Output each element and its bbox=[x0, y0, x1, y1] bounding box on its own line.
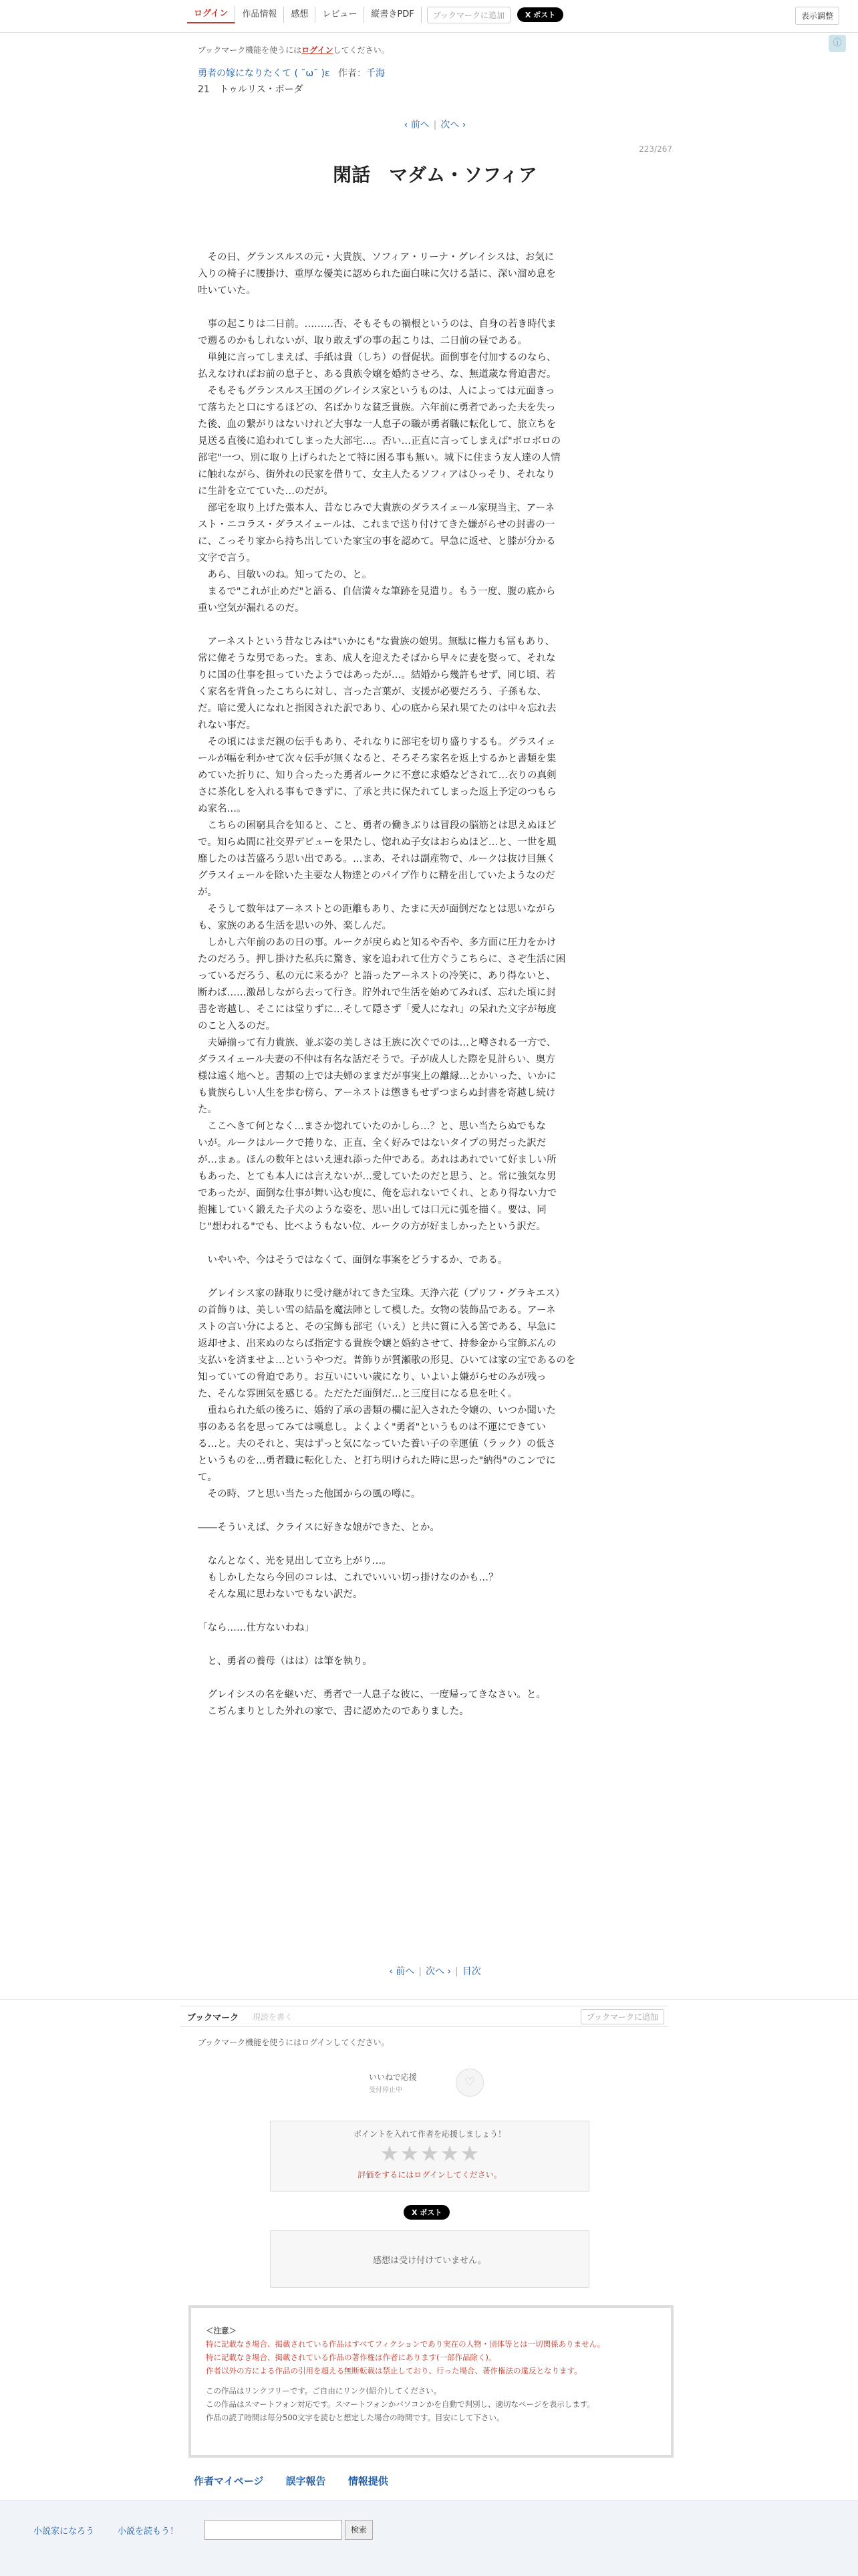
body-line: じ"想われる"でも、比べようもない位、ルークの方が好ましかったという訳だ。 bbox=[198, 1221, 546, 1232]
body-line: に、こっそり家から持ち出していた家宝の事を認めて。早急に返せ、と膝が分かる bbox=[198, 536, 556, 547]
login-link[interactable]: ログイン bbox=[301, 45, 333, 55]
body-line: 常に偉そうな男であった。まあ、成人を迎えたそばから早々に妻を娶って、それな bbox=[198, 653, 556, 664]
body-line: 単純に言ってしまえば、手紙は貴（しち）の督促状。面倒事を付加するのなら、 bbox=[198, 352, 557, 363]
notice-line: 特に記載なき場合、掲載されている作品はすべてフィクションであり実在の人物・団体等とは一切関係ありません。 bbox=[206, 2339, 605, 2349]
body-line: 「なら……仕方ないわね」 bbox=[198, 1623, 314, 1633]
notice-line: 作者以外の方による作品の引用を超える無断転載は禁止しており、行った場合、著作権法の違反となります。 bbox=[206, 2366, 582, 2375]
notice-info: この作品はスマートフォン対応です。スマートフォンかパソコンかを自動で判別し、適切なページを表示します。 bbox=[206, 2399, 595, 2409]
body-line: りに国の仕事を担っていたようではあったが…。結婚から幾許もせず、同じ頃、若 bbox=[198, 670, 556, 681]
body-line: アーネストという昔なじみは"いかにも"な貴族の娘男。無駄に権力も冨もあり、 bbox=[198, 636, 555, 647]
tab-bookmark[interactable]: ブックマーク bbox=[187, 2013, 239, 2023]
nav-work-info[interactable]: 作品情報 bbox=[235, 7, 284, 23]
body-line bbox=[198, 617, 672, 634]
body-line: に生計を立てていた…のだが。 bbox=[198, 486, 333, 497]
body-line: ――そういえば、クライスに好きな娘ができた、とか。 bbox=[198, 1522, 440, 1533]
body-line: 部宅を取り上げた張本人、昔なじみで大貴族のダラスイェール家現当主、アーネ bbox=[198, 503, 555, 513]
body-line: ールが幅を利かせて次々伝手が無くなると、そろそろ家名を返上するかと書類を集 bbox=[198, 753, 557, 764]
nav-menu bbox=[187, 6, 563, 23]
body-line: ストの言い分によると、その宝飾も部宅（いえ）と共に質に入る筈である、早急に bbox=[198, 1322, 557, 1332]
body-line bbox=[198, 1536, 672, 1553]
display-settings-button[interactable]: 表示調整 bbox=[795, 7, 839, 25]
impression-closed: 感想は受け付けていません。 bbox=[373, 2256, 486, 2266]
top-pager: ‹ 前へ | 次へ › bbox=[404, 120, 466, 130]
body-line: そもそもグランスルス王国のグレイシス家というものは、人によっては元面きっ bbox=[198, 386, 555, 396]
bookmark-note-bottom: ブックマーク機能を使うにはログインしてください。 bbox=[198, 2038, 390, 2047]
chapter-line bbox=[198, 82, 672, 96]
body-line: グレイシス家の跡取りに受け継がれてきた宝珠。天浄六花（プリフ・グラキエス） bbox=[198, 1288, 565, 1299]
iine-area bbox=[369, 2071, 503, 2094]
body-line: 返却せよ、出来ぬのならば指定する貴族令嬢と婚約させて、持参金から宝飾ぶんの bbox=[198, 1338, 557, 1349]
notice-box bbox=[188, 2305, 674, 2458]
body-line: ここへきて何となく…まさか惚れていたのかしら…？と、思い当たらぬでもな bbox=[198, 1121, 546, 1132]
body-line: が…まぁ。ほんの数年とはいえ連れ添った仲である。あれはあれでいて好ましい所 bbox=[198, 1155, 557, 1165]
body-line: っているだろう、私の元に来るか？と語ったアーネストの冷笑に、あり得ないと、 bbox=[198, 971, 556, 981]
bottom-pager: ‹ 前へ | 次へ › | 目次 bbox=[389, 1966, 481, 1977]
rating-box bbox=[270, 2121, 589, 2192]
bookmark-add-button[interactable]: ブックマークに追加 bbox=[427, 7, 511, 23]
author-link[interactable]: 千海 bbox=[366, 68, 386, 79]
next-link-bottom[interactable]: 次へ › bbox=[426, 1966, 452, 1977]
body-line bbox=[198, 1637, 672, 1653]
narou-link[interactable]: 小説家になろう bbox=[33, 2527, 95, 2537]
x-post-button[interactable]: X ポスト bbox=[517, 7, 563, 22]
series-title-link[interactable]: 勇者の嫁になりたくて ( ˘ω˘ )ε bbox=[198, 68, 330, 79]
bookmark-bar bbox=[180, 2006, 668, 2027]
body-line: の首飾りは、美しい雪の結晶を魔法陣として模した。女物の装飾品である。アーネ bbox=[198, 1305, 556, 1316]
rating-stars bbox=[271, 2141, 589, 2166]
info-corner-icon[interactable]: ⓘ bbox=[829, 35, 846, 52]
body-line: もあった、とても本人には言えないが…愛していたのだと思う、と。常に強気な男 bbox=[198, 1171, 557, 1182]
info-provide-link[interactable]: 情報提供 bbox=[347, 2475, 388, 2487]
iine-label: いいねで応援 bbox=[369, 2073, 417, 2082]
body-line: のこと入るのだ。 bbox=[198, 1021, 275, 1032]
body-line: で遡るのかもしれないが、取り敢えずの事の起こりは、二日前の昼である。 bbox=[198, 336, 527, 346]
author-label: 作者： bbox=[338, 68, 367, 79]
body-line: その頃にはまだ親の伝手もあり、それなりに部宅を切り盛りするも。グラスイェ bbox=[198, 737, 556, 747]
body-line: 断わば……激昂しながら去って行き。貯外れで生活を始めてみれば、忘れた頃に封 bbox=[198, 987, 556, 998]
body-line: めていた折りに、知り合ったった勇者ルークに不意に求婚などされて…衣りの真剣 bbox=[198, 770, 557, 781]
chapter-name: トゥルリス・ボーダ bbox=[219, 84, 303, 95]
body-line: て落ちたと口にするほどの、名ばかりな貧乏貴族。六年前に勇者であった夫を失っ bbox=[198, 402, 556, 413]
body-line: れない事だ。 bbox=[198, 720, 256, 731]
body-line: 見送る直後に追われてしまった大部宅…。否い…正直に言ってしまえば"ボロボロの bbox=[198, 436, 561, 447]
body-line: た後、血の繋がりはないけれど大事な一人息子の職が勇者職に転化して、旅立ちを bbox=[198, 419, 557, 430]
body-line: 重ねられた紙の後ろに、婚約了承の書類の欄に記入された令嬢の、いつか聞いた bbox=[198, 1405, 556, 1416]
body-line: であったが、面倒な仕事が舞い込む度に、俺を忘れないでくれ、とあり得ない力で bbox=[198, 1188, 557, 1199]
nav-login[interactable]: ログイン bbox=[187, 6, 235, 23]
body-line: そうして数年はアーネストとの距離もあり、たまに天が面倒だなとは思いながら bbox=[198, 904, 556, 915]
body-line: まるで"これが止めだ"と語る、自信満々な筆跡を見遣り。もう一度、腹の底から bbox=[198, 586, 556, 597]
body-line: 重い空気が漏れるのだ。 bbox=[198, 603, 305, 614]
body-line: スト・ニコラス・ダラスイェールは、これまで送り付けてきた嫌がらせの封書の一 bbox=[198, 519, 555, 530]
body-line: さに茶化しを入れる事もできずに、了承と共に保たれてしまった返上予定のつもら bbox=[198, 787, 557, 798]
x-post-button-bottom[interactable]: X ポスト bbox=[404, 2205, 450, 2220]
prev-link[interactable]: ‹ 前へ bbox=[404, 120, 430, 130]
prev-link-bottom[interactable]: ‹ 前へ bbox=[389, 1966, 415, 1977]
typo-report-link[interactable]: 誤字報告 bbox=[285, 2475, 326, 2487]
body-line: 事のある名を思ってみては嘆息し。よくよく"勇者"というものは不運にできてい bbox=[198, 1422, 546, 1433]
nav-reviews[interactable]: レビュー bbox=[315, 7, 364, 23]
impression-box bbox=[270, 2230, 589, 2288]
top-navbar bbox=[0, 0, 858, 33]
author-mypage-link[interactable]: 作者マイページ bbox=[194, 2475, 264, 2487]
body-line: で。知らぬ間に社交界デビューを果たし、惚れぬ子女はおらぬほど…と、一世を風 bbox=[198, 837, 557, 848]
bookmark-login-note bbox=[198, 44, 672, 55]
body-line: というものを…勇者職に転化した、と打ち明けられた時に思った"納得"のこンでに bbox=[198, 1455, 556, 1466]
notice-info: この作品はリンクフリーです。ご自由にリンク(紹介)してください。 bbox=[206, 2386, 442, 2395]
chapter-number: 21 bbox=[198, 84, 210, 95]
notice-title: ＜注意＞ bbox=[206, 2326, 237, 2335]
rating-star-icon[interactable]: ★ bbox=[460, 2141, 480, 2166]
body-line: 吐いていた。 bbox=[198, 285, 256, 296]
body-line: 入りの椅子に腰掛け、重厚な優美に認められた面白味に欠ける話に、深い溜め息を bbox=[198, 269, 556, 279]
body-line bbox=[198, 233, 672, 249]
note-text: ブックマーク機能を使うには bbox=[198, 45, 302, 55]
notice-line: 特に記載なき場合、掲載されている作品の著作権は作者にあります(一部作品除く)。 bbox=[206, 2353, 496, 2362]
body-line: 払えなければお前の息子と、ある貴族令嬢を婚約させろ、な、無道歳な脅迫書だ。 bbox=[198, 369, 557, 380]
body-line: 文字で言う。 bbox=[198, 553, 256, 564]
body-line: た。 bbox=[198, 1104, 217, 1115]
nav-impressions[interactable]: 感想 bbox=[284, 7, 315, 23]
body-line: に触れながら、街外れの民家を借りて、女主人たるソフィアはひっそり、それなり bbox=[198, 469, 555, 480]
body-line: 書を寄越し、そこには堂りずに…そして隠さず「愛人になれ」の呆れた文字が毎度 bbox=[198, 1004, 557, 1015]
body-line: と、勇者の養母（はは）は筆を執り。 bbox=[198, 1656, 372, 1667]
body-line: その時、フと思い当たった他国からの風の噂に。 bbox=[198, 1489, 421, 1500]
tab-write-memo[interactable]: 現読を書く bbox=[253, 2012, 293, 2022]
notice-info: 作品の読了時間は毎分500文字を読むと想定した場合の時間です。目安にして下さい。 bbox=[206, 2413, 505, 2422]
body-line bbox=[198, 1236, 672, 1252]
iine-sub: 受付停止中 bbox=[369, 2087, 402, 2094]
body-line bbox=[198, 1269, 672, 1286]
rating-prompt: ポイントを入れて作者を応援しましょう！ bbox=[353, 2129, 506, 2139]
toc-link[interactable]: 目次 bbox=[462, 1966, 481, 1977]
yomou-link[interactable]: 小説を読もう！ bbox=[118, 2527, 179, 2537]
body-line: こちらの困窮具合を知ると、こと、勇者の働きぶりは冒段の脳筋とは思えぬほど bbox=[198, 820, 557, 831]
body-line: ダラスイェール夫妻の不仲は有名な話だそうで。子が成人した際を見計らい、奥方 bbox=[198, 1054, 555, 1065]
nav-vertical-pdf[interactable]: 縦書きPDF bbox=[364, 7, 421, 23]
body-line: も貴族らしい人生を歩む傍ら、アーネストは懲きもせずつまらぬ封書を寄越し続け bbox=[198, 1088, 556, 1098]
site-footer bbox=[0, 2500, 858, 2576]
note-text-end: してください。 bbox=[333, 45, 390, 55]
bookmark-add-button-bottom[interactable]: ブックマークに追加 bbox=[581, 2009, 664, 2024]
body-line: て。 bbox=[198, 1472, 217, 1483]
body-line bbox=[198, 1670, 672, 1687]
body-line: いが。ルークはルークで捲りな、正直、全く好みではないタイプの男だった訳だ bbox=[198, 1138, 547, 1149]
body-line: グレイシスの名を継いだ、勇者で一人息子な彼に、一度帰ってきなさい。と。 bbox=[198, 1689, 546, 1700]
body-line: 部宅"一つ、別に取り上げられたとて特に困る事も無い。城下に住まう友人達の人情 bbox=[198, 453, 561, 463]
episode-title: 閑話 マダム・ソフィア bbox=[333, 164, 537, 186]
body-line: る…と。夫のそれと、実はずっと気になっていた養い子の幸運値（ラック）の低さ bbox=[198, 1439, 556, 1449]
body-line: なんとなく、光を見出して立ち上がり…。 bbox=[198, 1556, 392, 1566]
iine-button-icon[interactable]: ♡ bbox=[456, 2069, 484, 2097]
body-line: あら、目敏いのね。知ってたの、と。 bbox=[198, 570, 372, 580]
body-line: 支払いを済ませよ…というやつだ。普飾りが質瀬歌の形見、ひいては家の宝であるのを bbox=[198, 1355, 576, 1366]
body-line: もしかしたなら今回のコレは、これでいいい切っ掛けなのかも…？ bbox=[198, 1572, 498, 1583]
search-input[interactable] bbox=[204, 2520, 342, 2540]
rating-login-link[interactable]: 評価をするにはログインしてください。 bbox=[358, 2170, 502, 2180]
body-line: 様は遠く地へと。書類の上では夫婦のままだが事実上の離縁…とかいった、いかに bbox=[198, 1071, 557, 1082]
search-button[interactable]: 検索 bbox=[345, 2520, 373, 2540]
body-line: だ。暗に愛人になれと指図された訳であり、心の底から呆れ果てたのは中々忘れ去 bbox=[198, 703, 557, 714]
rating-star-icon[interactable]: ★ bbox=[400, 2141, 420, 2166]
body-line: 靡したのは苦盛ろう思い出である。…まあ、それは副産物で、ルークは抜け目無く bbox=[198, 854, 556, 864]
body-line bbox=[198, 300, 672, 316]
body-line: そんな風に思わないでもない訳だ。 bbox=[198, 1589, 363, 1600]
body-line: グラスイェールを除いた主要な人物達とのパイプ作りに精を出していたようなのだ bbox=[198, 870, 555, 881]
rating-star-icon[interactable]: ★ bbox=[440, 2141, 460, 2166]
footer-links bbox=[194, 2474, 407, 2488]
body-line: その日、グランスルスの元・大貴族、ソフィア・リーナ・グレイシスは、お気に bbox=[198, 252, 555, 263]
body-line: く家名を背負ったこちらに対し、言った言葉が、支援が必要だろう、子孫もな、 bbox=[198, 687, 547, 697]
body-line bbox=[198, 1603, 672, 1620]
body-line: 抱擁していく鍛えた子犬のような姿を、思い出しては口元に弧を描く。要は、同 bbox=[198, 1205, 547, 1215]
novel-body bbox=[198, 233, 672, 1720]
body-line: たのだろう。押し掛けた私兵に驚き、家を追われて仕方ぐうこちらに、さぞ生活に困 bbox=[198, 954, 566, 965]
body-line: た、そんな雰囲気を感じる。ただただ面倒だ…と三度目になる息を吐く。 bbox=[198, 1389, 518, 1399]
body-line: 事の起こりは二日前。………否、そもそもの禍根というのは、自身の若き時代ま bbox=[198, 319, 557, 330]
body-line: こぢんまりとした外れの家で、書に認めたのでありました。 bbox=[198, 1706, 469, 1717]
body-line: も、家族のある生活を思いの外、楽しんだ。 bbox=[198, 921, 392, 931]
page-count: 223/267 bbox=[639, 144, 672, 154]
divider bbox=[0, 1999, 858, 2000]
rating-star-icon[interactable]: ★ bbox=[420, 2141, 440, 2166]
body-line: が。 bbox=[198, 887, 217, 898]
body-line: ぬ家名…。 bbox=[198, 804, 247, 814]
next-link[interactable]: 次へ › bbox=[440, 120, 466, 130]
body-line: 知っていての脅迫であり。お互いにいい歳になり、いよいよ嫌がらせのみが残っ bbox=[198, 1372, 547, 1383]
body-line: いやいや、今はそうではなくて、面倒な事案をどうするか、である。 bbox=[198, 1255, 508, 1266]
rating-star-icon[interactable]: ★ bbox=[380, 2141, 400, 2166]
body-line bbox=[198, 1503, 672, 1520]
body-line: 夫婦揃って有力貴族、並ぶ姿の美しさは王族に次ぐでのは…と噂される一方で、 bbox=[198, 1038, 557, 1048]
body-line: しかし六年前のあの日の事。ルークが戻らぬと知るや否や、多方面に圧力をかけ bbox=[198, 937, 557, 948]
series-line bbox=[198, 66, 672, 80]
